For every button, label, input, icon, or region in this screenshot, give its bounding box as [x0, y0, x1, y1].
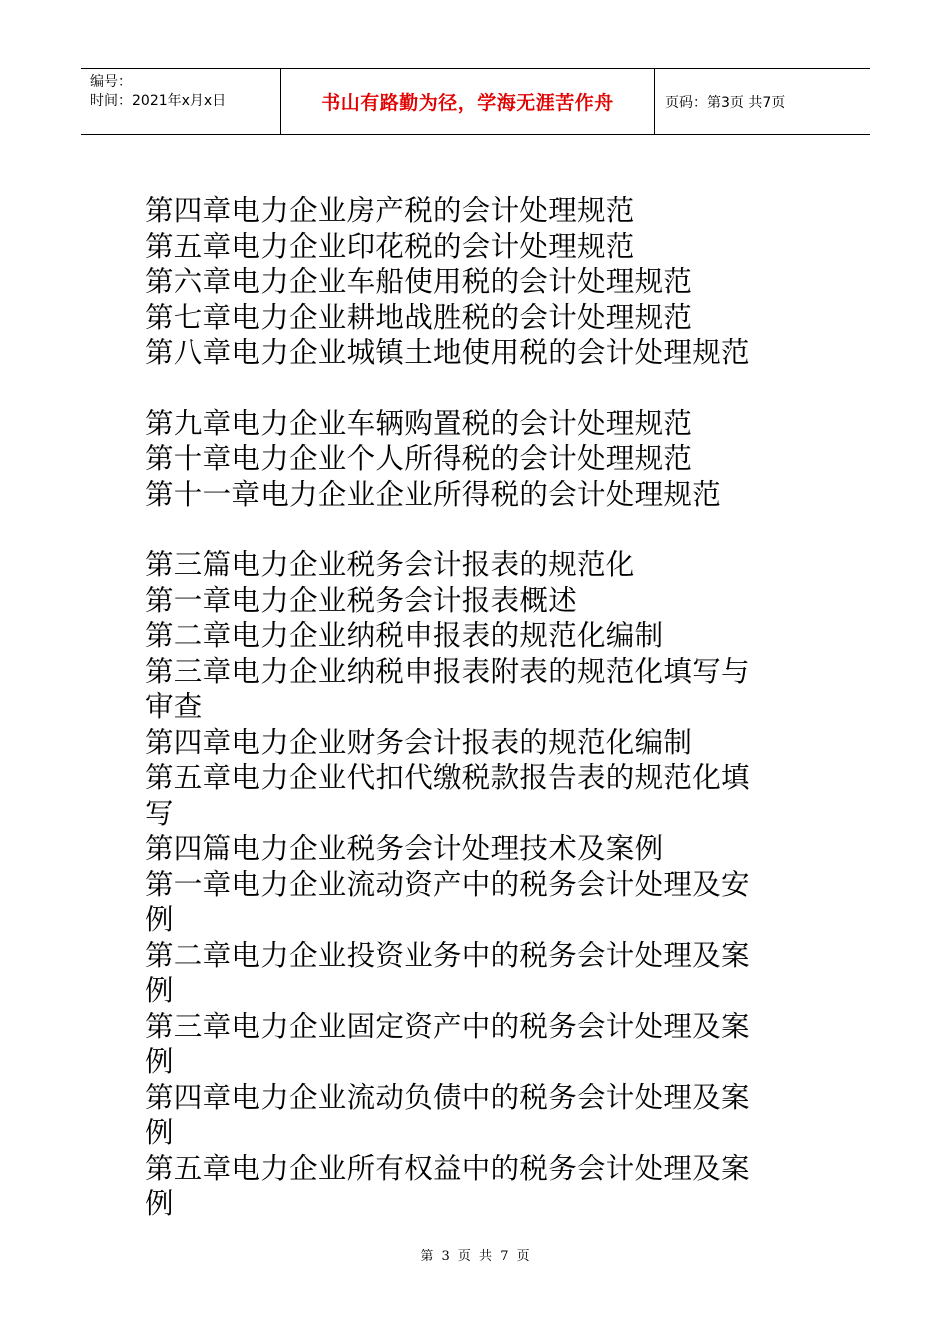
page-info: 页码：第3页 共7页 — [665, 94, 786, 111]
header-meta — [81, 69, 281, 134]
toc-line: 第五章电力企业所有权益中的税务会计处理及案 — [145, 1151, 750, 1185]
toc-line: 第四章电力企业房产税的会计处理规范 — [145, 194, 635, 227]
toc-line: 第五章电力企业代扣代缴税款报告表的规范化填 — [145, 761, 750, 794]
toc-line: 例 — [145, 974, 174, 1007]
toc-line: 第三章电力企业固定资产中的税务会计处理及案 — [145, 1009, 750, 1043]
toc-line: 第四章电力企业财务会计报表的规范化编制 — [145, 725, 693, 759]
toc-line: 写 — [145, 796, 174, 830]
toc-line: 第三篇电力企业税务会计报表的规范化 — [145, 548, 635, 581]
toc-line: 审查 — [145, 690, 203, 723]
motto-text: 书山有路勤为径，学海无涯苦作舟 — [321, 92, 614, 114]
page-footer: 第 3 页 共 7 页 — [420, 1249, 530, 1264]
toc-line: 第四章电力企业流动负债中的税务会计处理及案 — [145, 1080, 750, 1114]
toc-line: 第二章电力企业投资业务中的税务会计处理及案 — [145, 938, 750, 972]
toc-line: 第七章电力企业耕地战胜税的会计处理规范 — [145, 300, 693, 334]
toc-line: 第十章电力企业个人所得税的会计处理规范 — [145, 442, 693, 475]
page-header — [81, 68, 870, 135]
toc-line: 第六章电力企业车船使用税的会计处理规范 — [145, 265, 693, 298]
document-body — [145, 193, 825, 1222]
toc-line: 第一章电力企业税务会计报表概述 — [145, 583, 578, 617]
header-motto-cell — [281, 69, 655, 134]
toc-line: 第八章电力企业城镇土地使用税的会计处理规范 — [145, 336, 750, 369]
toc-line: 第三章电力企业纳税申报表附表的规范化填写与 — [145, 654, 750, 688]
toc-line: 第十一章电力企业企业所得税的会计处理规范 — [145, 477, 722, 511]
toc-line: 第一章电力企业流动资产中的税务会计处理及安 — [145, 867, 750, 901]
paragraph-gap — [145, 371, 825, 406]
toc-line: 第九章电力企业车辆购置税的会计处理规范 — [145, 406, 693, 440]
toc-line: 例 — [145, 1187, 174, 1220]
toc-line: 例 — [145, 903, 174, 936]
header-page-cell — [655, 69, 870, 134]
toc-line: 例 — [145, 1116, 174, 1149]
paragraph-gap — [145, 512, 825, 547]
toc-line: 第二章电力企业纳税申报表的规范化编制 — [145, 619, 664, 652]
time-label: 时间：2021年x月x日 — [90, 93, 227, 109]
number-label: 编号： — [90, 74, 132, 90]
toc-line: 第五章电力企业印花税的会计处理规范 — [145, 229, 635, 263]
toc-line: 第四篇电力企业税务会计处理技术及案例 — [145, 832, 664, 865]
toc-line: 例 — [145, 1045, 174, 1078]
